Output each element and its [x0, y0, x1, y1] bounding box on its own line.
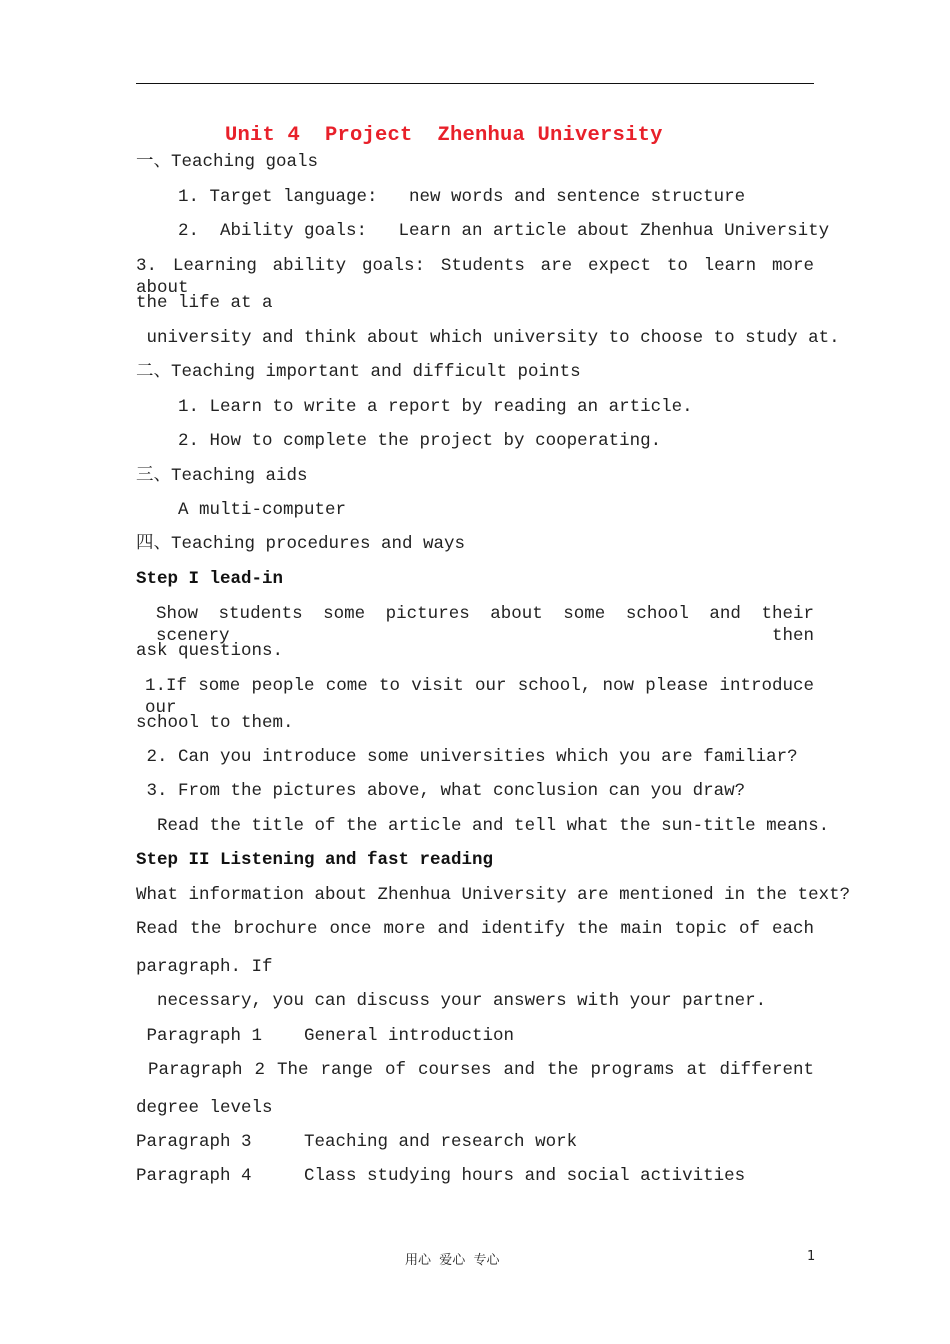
paragraph-3-topic: Paragraph 3 Teaching and research work	[136, 1132, 578, 1152]
step-2-heading: Step II Listening and fast reading	[136, 850, 494, 870]
section-heading-4: 四、Teaching procedures and ways	[136, 534, 466, 554]
point-item-2: 2. How to complete the project by cooperating.	[136, 431, 662, 451]
step-2-instruction: Read the brochure once more and identify the main topic of each	[136, 919, 814, 939]
question-1-cont: school to them.	[136, 713, 294, 733]
title-question: Read the title of the article and tell what the sun-title means.	[136, 816, 830, 836]
goal-item-3: 3. Learning ability goals: Students are expect to learn more about	[136, 256, 814, 298]
step-1-text-cont: ask questions.	[136, 641, 284, 661]
header-rule	[136, 83, 814, 84]
step-1-text: Show students some pictures about some school and their scenery then	[156, 604, 814, 646]
goal-item-1: 1. Target language: new words and sentence structure	[136, 187, 746, 207]
section-heading-3: 三、Teaching aids	[136, 466, 308, 486]
document-title: Unit 4 Project Zhenhua University	[225, 124, 663, 147]
goal-item-3-cont: the life at a	[136, 293, 273, 313]
step-2-instruction-cont2: necessary, you can discuss your answers with your partner.	[136, 991, 767, 1011]
aid-item: A multi-computer	[136, 500, 347, 520]
step-2-question: What information about Zhenhua University are mentioned in the text?	[136, 885, 851, 905]
question-2: 2. Can you introduce some universities which you are familiar?	[136, 747, 798, 767]
paragraph-4-topic: Paragraph 4 Class studying hours and social activities	[136, 1166, 746, 1186]
section-heading-2: 二、Teaching important and difficult points	[136, 362, 581, 382]
question-3: 3. From the pictures above, what conclusion can you draw?	[136, 781, 746, 801]
question-1: 1.If some people come to visit our school, now please introduce our	[145, 676, 814, 718]
footer-motto: 用心 爱心 专心	[405, 1253, 500, 1268]
paragraph-1-topic: Paragraph 1 General introduction	[136, 1026, 515, 1046]
step-1-heading: Step I lead-in	[136, 569, 284, 589]
paragraph-2-topic: Paragraph 2 The range of courses and the programs at different	[148, 1060, 814, 1080]
goal-item-2: 2. Ability goals: Learn an article about Zhenhua University	[136, 221, 830, 241]
point-item-1: 1. Learn to write a report by reading an article.	[136, 397, 693, 417]
step-2-instruction-cont: paragraph. If	[136, 957, 273, 977]
goal-item-3-cont2: university and think about which university to choose to study at.	[136, 328, 840, 348]
page-number: 1	[807, 1249, 816, 1264]
paragraph-2-topic-cont: degree levels	[136, 1098, 273, 1118]
section-heading-1: 一、Teaching goals	[136, 152, 319, 172]
